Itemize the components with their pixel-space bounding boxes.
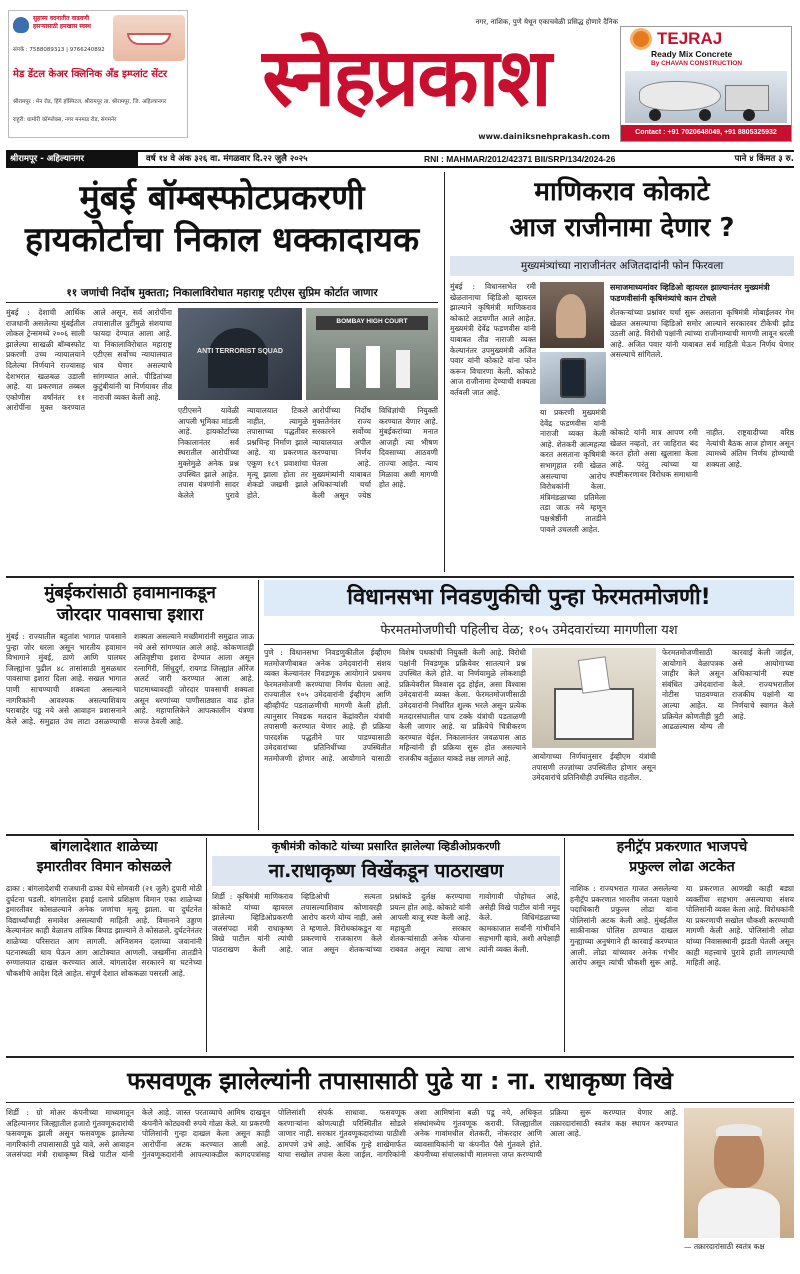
story-body: नाशिक : राज्यभरात गाजत असलेल्या हनीट्रॅप प्रकरणात भारतीय जनता पक्षाचे पदाधिकारी प्रफुल्ल लोढा यांना पोलिसांनी अटक केली आहे. मुंबईतील साकीनाका पोलिस ठाण्यात दाखल गुन्ह्याच्या अनुषंगाने ही कारवाई करण्यात आली. लोढा यांच्यावर अनेक गंभीर आरोप असून त्यांची चौकशी सुरू आहे. या प्रकरणात आणखी काही बड्या व्यक्तींचा सहभाग असल्याचा संशय पोलिसांनी व्यक्त केला आहे. विरोधकांनी या प्रकरणाची सखोल चौकशी करण्याची मागणी केली आहे. पोलिसांनी लोढा यांच्या निवासस्थानी झडती घेतली असून काही महत्त्वाचे पुरावे हाती लागल्याची माहिती आहे. bbox=[570, 884, 794, 968]
headline-2: हायकोर्टाचा निकाल धक्कादायक bbox=[24, 220, 420, 260]
subhead: मुख्यमंत्र्यांच्या नाराजीनंतर अजितदादांनी फोन फिरवला bbox=[450, 256, 794, 276]
tejraj-line2: By CHAVAN CONSTRUCTION bbox=[651, 60, 743, 67]
headline: ना.राधाकृष्ण विखेंकडून पाठराखण bbox=[212, 856, 560, 886]
smile-image bbox=[113, 15, 185, 61]
story-body: मुंबई : राज्यातील बहुतांश भागात पावसाने पुन्हा जोर धरला असून भारतीय हवामान विभागाने मुंबई, ठाणे आणि पालघर जिल्ह्यांना पुढील ४८ तासांसाठी मुसळधार पावसाचा इशारा दिला आहे. सखल भागात पाणी साचण्याची शक्यता असल्याने नागरिकांनी आवश्यक असल्याशिवाय घराबाहेर पडू नये असे आवाहन प्रशासनाने केले आहे. समुद्रात उंच लाटा उसळण्याची शक्यता असल्याने मच्छीमारांनी समुद्रात जाऊ नये असे सांगण्यात आले आहे. कोकणातही अतिवृष्टीचा इशारा देण्यात आला असून रत्नागिरी, सिंधुदुर्ग, रायगड जिल्ह्यांत ऑरेंज अलर्ट जारी करण्यात आला आहे. घाटमाथ्यावरही जोरदार पावसाची शक्यता असून धरणांच्या पाणीसाठ्यात वाढ होत आहे. महापालिकेने आपत्कालीन यंत्रणा सज्ज ठेवली आहे. bbox=[6, 632, 254, 726]
story-body-right: — तक्रारदारांसाठी स्वतंत्र कक्ष bbox=[684, 1242, 765, 1251]
tejraj-line1: Ready Mix Concrete bbox=[651, 49, 733, 59]
story-body-2: या प्रकरणी मुख्यमंत्री देवेंद्र फडणवीस यांनी नाराजी व्यक्त केली आहे. शेतकरी आत्महत्या करत असताना कृषिमंत्री सभागृहात रमी खेळत असल्याचा आरोप विरोधकांनी केला. मंत्रिमंडळाच्या प्रतिमेला तडा जाऊ नये म्हणून पक्षश्रेष्ठींनी तातडीने पावले उचलली आहेत. bbox=[540, 408, 606, 534]
dateline-pages: पाने ४ किंमत ३ रु. bbox=[734, 154, 794, 164]
story-body: शिर्डी : कृषिमंत्री माणिकराव कोकाटे यांच्या व्हायरल झालेल्या व्हिडिओप्रकरणी जलसंपदा मंत्री राधाकृष्ण विखे पाटील यांनी त्यांची पाठराखण केली आहे. व्हिडिओची सत्यता तपासल्याशिवाय कोणावरही आरोप करणे योग्य नाही, असे ते म्हणाले. विरोधकांकडून या प्रकरणाचे राजकारण केले जात असून शेतकऱ्यांच्या प्रश्नांकडे दुर्लक्ष करण्याचा प्रयत्न होत आहे. कोकाटे यांनी आपली बाजू स्पष्ट केली आहे. महायुती सरकार शेतकऱ्यांसाठी अनेक योजना राबवत असून त्याचा लाभ गावोगावी पोहोचत आहे, असेही विखे पाटील यांनी नमूद केले. विधिमंडळाच्या कामकाजात सर्वांनी गांभीर्याने सहभागी व्हावे, अशी अपेक्षाही त्यांनी व्यक्त केली. bbox=[212, 892, 560, 954]
story-body-1: मुंबई : विधानसभेत रमी खेळतानाचा व्हिडिओ व्हायरल झाल्याने कृषिमंत्री माणिकराव कोकाटे अडचणीत आले आहेत. मुख्यमंत्री देवेंद्र फडणवीस यांनी याबाबत तीव्र नाराजी व्यक्त केल्यानंतर उपमुख्यमंत्री अजित पवार यांनी कोकाटे यांना फोन करून विचारणा केली. कोकाटे आज राजीनामा देण्याची शक्यता वर्तवली जात आहे. bbox=[450, 282, 536, 397]
ballot-box-image bbox=[532, 648, 656, 748]
story-body: पुणे : विधानसभा निवडणुकीतील ईव्हीएम मतमोजणीबाबत अनेक उमेदवारांनी संशय व्यक्त केल्यानंतर निवडणूक आयोगाने प्रथमच फेरमतमोजणी करण्याचा निर्णय घेतला आहे. राज्यातील १०५ उमेदवारांनी ईव्हीएम आणि व्हीव्हीपॅट पडताळणीची मागणी केली होती. त्यानुसार निवडक मतदान केंद्रांवरील यंत्रांची तपासणी करण्यात येणार आहे. ही प्रक्रिया पारदर्शक पद्धतीने पार पाडण्यासाठी उमेदवारांच्या प्रतिनिधींच्या उपस्थितीत मतमोजणी होणार आहे. आयोगाने यासाठी विशेष पथकांची नियुक्ती केली आहे. विरोधी पक्षांनी निवडणूक प्रक्रियेवर सातत्याने प्रश्न उपस्थित केले होते. या निर्णयामुळे लोकशाही प्रक्रियेवरील विश्वास दृढ होईल, असा विश्वास उमेदवारांनी व्यक्त केला. फेरमतमोजणीसाठी उमेदवारांनी निर्धारित शुल्क भरले असून प्रत्येक मतदारसंघातील पाच टक्के यंत्रांची पडताळणी केली जाणार आहे. या प्रक्रियेचे चित्रीकरण करण्यात येईल. निकालानंतर जवळपास आठ महिन्यांनी ही प्रक्रिया सुरू होत असल्याने राजकीय वर्तुळात याकडे लक्ष लागले आहे. bbox=[264, 648, 526, 763]
headline-1: हनीट्रॅप प्रकरणात भाजपचे bbox=[616, 839, 748, 855]
clinic-name: मेड डेंटल केअर क्लिनिक अँड इम्प्लांट सेंटर bbox=[13, 69, 168, 80]
subhead: ११ जणांची निर्दोष मुक्तता; निकालाविरोधात महाराष्ट्र एटीएस सुप्रिम कोर्टात जाणार bbox=[66, 287, 378, 299]
kokate-photo bbox=[540, 282, 604, 348]
ad-phone: संपर्क : 7588089313 | 9766240892 bbox=[13, 47, 105, 53]
clinic-address-2: राहुरी: धामोरी कॉम्प्लेक्स, नगर मनमाड रोड, संगमनेर bbox=[13, 117, 117, 123]
clinic-address-1: श्रीरामपूर : मेन रोड, हिंगे हॉस्पिटल, श्रीरामपूर ता. श्रीरामपूर, जि. अहिल्यानगर bbox=[13, 99, 167, 105]
ad-title: सुहास्य वदनातीत वाढवणी हसऱ्यासाठी हमखास स्वस्थ bbox=[33, 15, 91, 30]
headline-1: बांगलादेशात शाळेच्या bbox=[50, 839, 158, 855]
story-body-under-image: आयोगाच्या निर्णयानुसार ईव्हीएम यंत्रांची तपासणी तज्ज्ञांच्या उपस्थितीत होणार असून उमेदवारांचे प्रतिनिधीही उपस्थित राहतील. bbox=[532, 752, 656, 783]
tejraj-sun-icon bbox=[633, 31, 649, 47]
headline-1: माणिकराव कोकाटे bbox=[534, 177, 710, 207]
ats-label: ANTI TERRORIST SQUAD bbox=[197, 348, 283, 355]
headline-2: इमारतीवर विमान कोसळले bbox=[36, 859, 172, 875]
story-body-1: मुंबई : देशाची आर्थिक राजधानी असलेल्या मुंबईतील लोकल ट्रेन्समध्ये २००६ साली झालेल्या साखळी बॉम्बस्फोट प्रकरणी उच्च न्यायालयाने दिलेल्या निर्णयाने राज्यासह देशभरात खळबळ उडाली आहे. या प्रकरणात तब्बल एकोणीस वर्षांनंतर ११ आरोपींना मुक्त करण्यात आले असून, सर्व आरोपींना तपासातील त्रुटींमुळे संशयाचा फायदा देण्यात आला आहे. या निकालाविरोधात महाराष्ट्र एटीएस सर्वोच्च न्यायालयात धाव घेणार असल्याचे सांगण्यात आले. पीडितांच्या कुटुंबीयांनी या निर्णयावर तीव्र नाराजी व्यक्त केली आहे. bbox=[6, 308, 172, 413]
dateline-place: श्रीरामपूर - अहिल्यानगर bbox=[6, 152, 138, 166]
ats-photo bbox=[178, 308, 302, 400]
headline-1: मुंबई बॉम्बस्फोटप्रकरणी bbox=[79, 178, 365, 218]
headline-2: आज राजीनामा देणार ? bbox=[509, 213, 735, 243]
newspaper-title: स्नेहप्रकाश bbox=[262, 31, 550, 124]
dateline-rni: RNI : MAHMAR/2012/42371 BII/SRP/134/2024-26 bbox=[424, 154, 616, 164]
story-body-2: एटीएसने यावेळी आपली भूमिका मांडली आहे. हायकोर्टाच्या निकालानंतर सर्व स्थरातील आरोपींच्या मुक्तेमुळे अनेक प्रश्न उपस्थित झाले आहेत. तपास यंत्रणांनी सादर केलेले पुरावे न्यायालयात टिकले नाहीत, त्यामुळे तपासाच्या पद्धतीवर प्रश्नचिन्ह निर्माण झाले आहे. या प्रकरणात एकूण १८९ प्रवाशांचा मृत्यू झाला होता तर शेकडो जखमी झाले होते. bbox=[178, 406, 308, 500]
story-honeytrap bbox=[570, 838, 794, 1052]
story-bombblast bbox=[6, 172, 438, 572]
story-vikhe-support bbox=[212, 838, 560, 1052]
tejraj-ad[interactable] bbox=[620, 26, 792, 142]
headline: विधानसभा निवडणुकीची पुन्हा फेरमतमोजणी! bbox=[264, 580, 794, 616]
story-recount bbox=[264, 580, 794, 830]
highcourt-label: BOMBAY HIGH COURT bbox=[336, 318, 408, 325]
subhead: फेरमतमोजणीची पहिलीच वेळ; १०५ उमेदवारांच्या मागणीला यश bbox=[380, 623, 678, 638]
story-kokate bbox=[450, 172, 794, 572]
side-head: समाजमाध्यमांवर व्हिडिओ व्हायरल झाल्यानंतर मुख्यमंत्री फडणवीसांनी कृषिमंत्र्यांचे कान टोचले bbox=[610, 283, 770, 303]
phone-image bbox=[540, 352, 606, 404]
story-rain bbox=[6, 580, 254, 830]
story-body-1-cont bbox=[450, 476, 536, 566]
tejraj-brand: TEJRAJ bbox=[657, 29, 723, 48]
tejraj-contact: Contact : +91 7020648049, +91 8805325932 bbox=[621, 125, 791, 141]
headline-2: प्रफुल्ल लोढा अटकेत bbox=[629, 859, 735, 875]
kicker: कृषीमंत्री कोकाटे यांच्या प्रसारित झालेल्या व्हिडीओप्रकरणी bbox=[271, 840, 501, 853]
dateline-bar bbox=[6, 150, 794, 168]
story-body: ढाका : बांगलादेशची राजधानी ढाका येथे सोमवारी (२१ जुलै) दुपारी मोठी दुर्घटना घडली. बांगलादेश हवाई दलाचे प्रशिक्षण विमान एका शाळेच्या इमारतीवर कोसळल्याने अनेक जणांचा मृत्यू झाला. या दुर्घटनेत विद्यार्थ्यांचाही समावेश असल्याची माहिती आहे. विमानाने उड्डाण केल्यानंतर काही वेळातच तांत्रिक बिघाड झाल्याने ते कोसळले. दुर्घटनेनंतर शाळेच्या परिसरात आग लागली. अग्निशमन दलाच्या जवानांनी घटनास्थळी धाव घेऊन आग आटोक्यात आणली. जखमींना तातडीने रुग्णालयात दाखल करण्यात आले. बांगलादेश सरकारने या घटनेच्या चौकशीचे आदेश दिले आहेत. संपूर्ण देशात शोककळा पसरली आहे. bbox=[6, 884, 202, 978]
story-body-3: शेतकऱ्यांच्या प्रश्नांवर चर्चा सुरू असताना कृषिमंत्री मोबाईलवर गेम खेळत असल्याचा व्हिडिओ समोर आल्याने सरकारवर टीकेची झोड उठली आहे. विरोधी पक्षांनी त्यांच्या राजीनाम्याची मागणी लावून धरली आहे. अजित पवार यांनी याबाबत सर्व माहिती घेऊन निर्णय घेणार असल्याचे सांगितले. bbox=[610, 308, 794, 360]
concrete-truck-image bbox=[625, 71, 787, 123]
website[interactable]: www.dainiksnehprakash.com bbox=[478, 132, 610, 141]
headline: फसवणूक झालेल्यांनी तपासासाठी पुढे या : ना. राधाकृष्ण विखे bbox=[127, 1067, 673, 1095]
vikhe-photo bbox=[684, 1108, 794, 1238]
headline-1: मुंबईकरांसाठी हवामानाकडून bbox=[44, 583, 216, 603]
story-body-3: आरोपींच्या निर्दोष मुक्ततेनंतर राज्य सरकारने सर्वोच्च न्यायालयात अपील करण्याचा निर्णय घेतला आहे. मुख्यमंत्र्यांनी याबाबत अधिकाऱ्यांशी चर्चा केली असून ज्येष्ठ विधिज्ञांची नियुक्ती करण्यात येणार आहे. मुंबईकरांच्या मनात आजही त्या भीषण दिवसाच्या आठवणी ताज्या आहेत. न्याय मिळावा अशी मागणी होत आहे. bbox=[312, 406, 438, 500]
newspaper-tagline: नगर, नाशिक, पुणे येथून एकाचवेळी प्रसिद्ध होणारे दैनिक bbox=[475, 18, 618, 26]
dateline-info: वर्ष १४ वे अंक ३२६ वा. मंगळवार दि.२२ जुलै २०२५ bbox=[146, 154, 308, 164]
highcourt-photo bbox=[306, 308, 438, 400]
story-body-right: फेरमतमोजणीसाठी आयोगाने वेळापत्रक जाहीर केले असून संबंधित उमेदवारांना नोटीस पाठवण्यात आल्या आहेत. या प्रक्रियेत कोणतीही त्रुटी आढळल्यास योग्य ती कारवाई केली जाईल, असे आयोगाच्या अधिकाऱ्यांनी स्पष्ट केले. राज्यभरातील राजकीय पक्षांनी या निर्णयाचे स्वागत केले आहे. bbox=[662, 648, 794, 732]
dental-clinic-ad[interactable] bbox=[8, 10, 188, 138]
masthead bbox=[0, 0, 800, 148]
headline-2: जोरदार पावसाचा इशारा bbox=[56, 605, 204, 625]
story-bangladesh bbox=[6, 838, 202, 1052]
story-body: शिर्डी : ग्रो मोअर कंपनीच्या माध्यमातून अहिल्यानगर जिल्ह्यातील हजारो गुंतवणूकदारांची फसवणूक झाली असून फसवणूक झालेल्या नागरिकांनी तपासासाठी पुढे यावे, असे आवाहन जलसंपदा मंत्री राधाकृष्ण विखे पाटील यांनी केले आहे. जास्त परताव्याचे आमिष दाखवून कंपनीने कोट्यवधी रुपये गोळा केले. या प्रकरणी पोलिसांनी गुन्हा दाखल केला असून काही आरोपींना अटक करण्यात आली आहे. गुंतवणूकदारांनी आपल्याकडील कागदपत्रांसह पोलिसांशी संपर्क साधावा. फसवणूक करणाऱ्यांना कोणत्याही परिस्थितीत सोडले जाणार नाही. सरकार गुंतवणूकदारांच्या पाठीशी ठामपणे उभे आहे. आर्थिक गुन्हे शाखेमार्फत याचा सखोल तपास केला जाईल. नागरिकांनी अशा आमिषांना बळी पडू नये, अधिकृत संस्थांमध्येच गुंतवणूक करावी. जिल्ह्यातील अनेक गावांमधील शेतकरी, नोकरदार आणि व्यावसायिकांनी या कंपनीत पैसे गुंतवले होते. कंपनीच्या संचालकांची मालमत्ता जप्त करण्याची प्रक्रिया सुरू करण्यात येणार आहे. तक्रारदारांसाठी स्वतंत्र कक्ष स्थापन करण्यात आला आहे. bbox=[6, 1108, 678, 1160]
story-body-4: कोकाटे यांनी मात्र आपण रमी खेळत नव्हतो, तर जाहिरात बंद करत होतो असा खुलासा केला आहे. परंतु त्यांच्या या स्पष्टीकरणावर विरोधक समाधानी नाहीत. राष्ट्रवादीच्या वरिष्ठ नेत्यांची बैठक आज होणार असून त्यामध्ये अंतिम निर्णय होण्याची शक्यता आहे. bbox=[610, 428, 794, 480]
tooth-icon bbox=[13, 17, 29, 33]
story-fraud bbox=[6, 1060, 794, 1270]
